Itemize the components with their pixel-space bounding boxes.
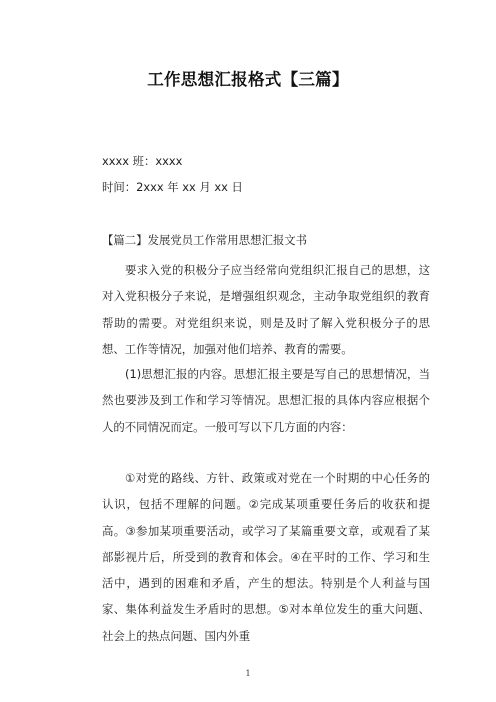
date-line: 时间：2xxx 年 xx 月 xx 日 [102,180,243,194]
class-name-line: xxxx 班：xxxx [102,154,183,168]
paragraph-content-of-report: (1)思想汇报的内容。思想汇报主要是写自己的思想情况，当然也要涉及到工作和学习等情况。思想汇报的具体内容应根据个人的不同情况而定。一般可写以下几方面的内容： [102,367,430,434]
document-title: 工作思想汇报格式【三篇】 [147,70,349,89]
page-number: 1 [245,669,251,678]
paragraph-content-items: ①对党的路线、方针、政策或对党在一个时期的中心任务的认识，包括不理解的问题。②完成某项重要任务后的收获和提高。③参加某项重要活动，或学习了某篇重要文章，或观看了某部影视片后，所受到的教育和体会。④在平时的工作、学习和生活中，遇到的困难和矛盾，产生的想法。特别是个人利益与国家、集体利益发生矛盾时的思想。⑤对本单位发生的重大问题、社会上的热点问题、国内外重 [102,471,430,643]
section-heading: 【篇二】发展党员工作常用思想汇报文书 [102,233,308,247]
paragraph-intro: 要求入党的积极分子应当经常向党组织汇报自己的思想，这对入党积极分子来说，是增强组织观念，主动争取党组织的教育帮助的需要。对党组织来说，则是及时了解入党积极分子的思想、工作等情况，加强对他们培养、教育的需要。 [102,263,430,356]
